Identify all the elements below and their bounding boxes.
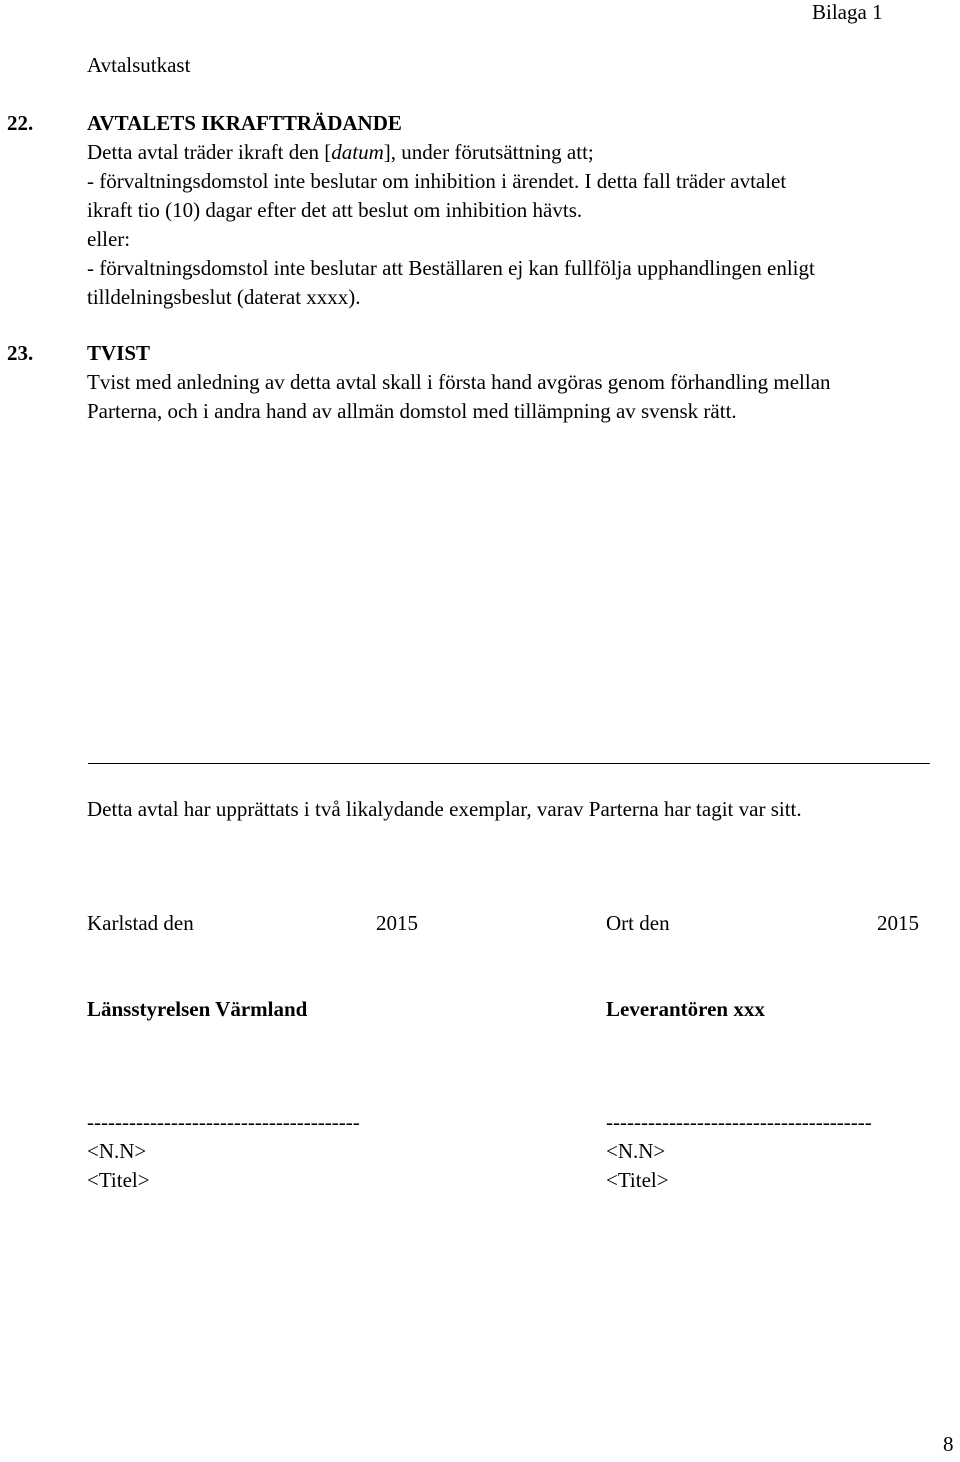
signature-place-right: Ort den [606, 911, 670, 935]
section-22-line-3: ikraft tio (10) dagar efter det att beslut om inhibition hävts. [87, 198, 583, 222]
section-23-body [87, 368, 957, 426]
section-23-line-2: Parterna, och i andra hand av allmän domstol med tillämpning av svensk rätt. [87, 399, 737, 423]
draft-label: Avtalsutkast [87, 53, 191, 77]
signature-year-right: 2015 [877, 911, 919, 935]
signatory-title-right: <Titel> [606, 1168, 669, 1192]
section-22-title: AVTALETS IKRAFTTRÄDANDE [87, 111, 402, 135]
party-name-right: Leverantören xxx [606, 997, 765, 1021]
date-placeholder: datum [331, 140, 384, 164]
section-22-line-1-pre: Detta avtal träder ikraft den [ [87, 140, 332, 164]
section-23-line-1: Tvist med anledning av detta avtal skall i första hand avgöras genom förhandling mellan [87, 370, 831, 394]
section-22-heading [7, 109, 947, 138]
signatory-title-left: <Titel> [87, 1168, 150, 1192]
signature-place-left: Karlstad den [87, 911, 194, 935]
signatory-name-left: <N.N> [87, 1139, 147, 1163]
section-22-line-4: eller: [87, 227, 131, 251]
section-22-line-1-post: ], under förutsättning att; [383, 140, 594, 164]
section-22-line-6: tilldelningsbeslut (daterat xxxx). [87, 285, 361, 309]
section-22-number: 22. [7, 111, 34, 135]
section-22-line-1 [87, 138, 957, 167]
divider-line [88, 763, 930, 764]
section-22-body [87, 138, 957, 312]
section-23-number: 23. [7, 341, 34, 365]
section-23-title: TVIST [87, 341, 151, 365]
signatory-name-right: <N.N> [606, 1139, 666, 1163]
party-name-left: Länsstyrelsen Värmland [87, 997, 308, 1021]
signature-year-left: 2015 [376, 911, 418, 935]
signature-line-left: --------------------------------------- [87, 1110, 360, 1134]
section-23-heading [7, 339, 947, 368]
signature-block-right [606, 1108, 872, 1195]
section-22-line-5: - förvaltningsdomstol inte beslutar att Beställaren ej kan fullfölja upphandlingen enligt [87, 256, 815, 280]
page-number: 8 [943, 1432, 954, 1456]
closing-statement: Detta avtal har upprättats i två likalydande exemplar, varav Parterna har tagit var sitt. [87, 797, 802, 821]
section-22-line-2: - förvaltningsdomstol inte beslutar om inhibition i ärendet. I detta fall träder avtalet [87, 169, 787, 193]
signature-line-right: -------------------------------------- [606, 1110, 872, 1134]
appendix-label: Bilaga 1 [812, 0, 883, 24]
signature-block-left [87, 1108, 360, 1195]
